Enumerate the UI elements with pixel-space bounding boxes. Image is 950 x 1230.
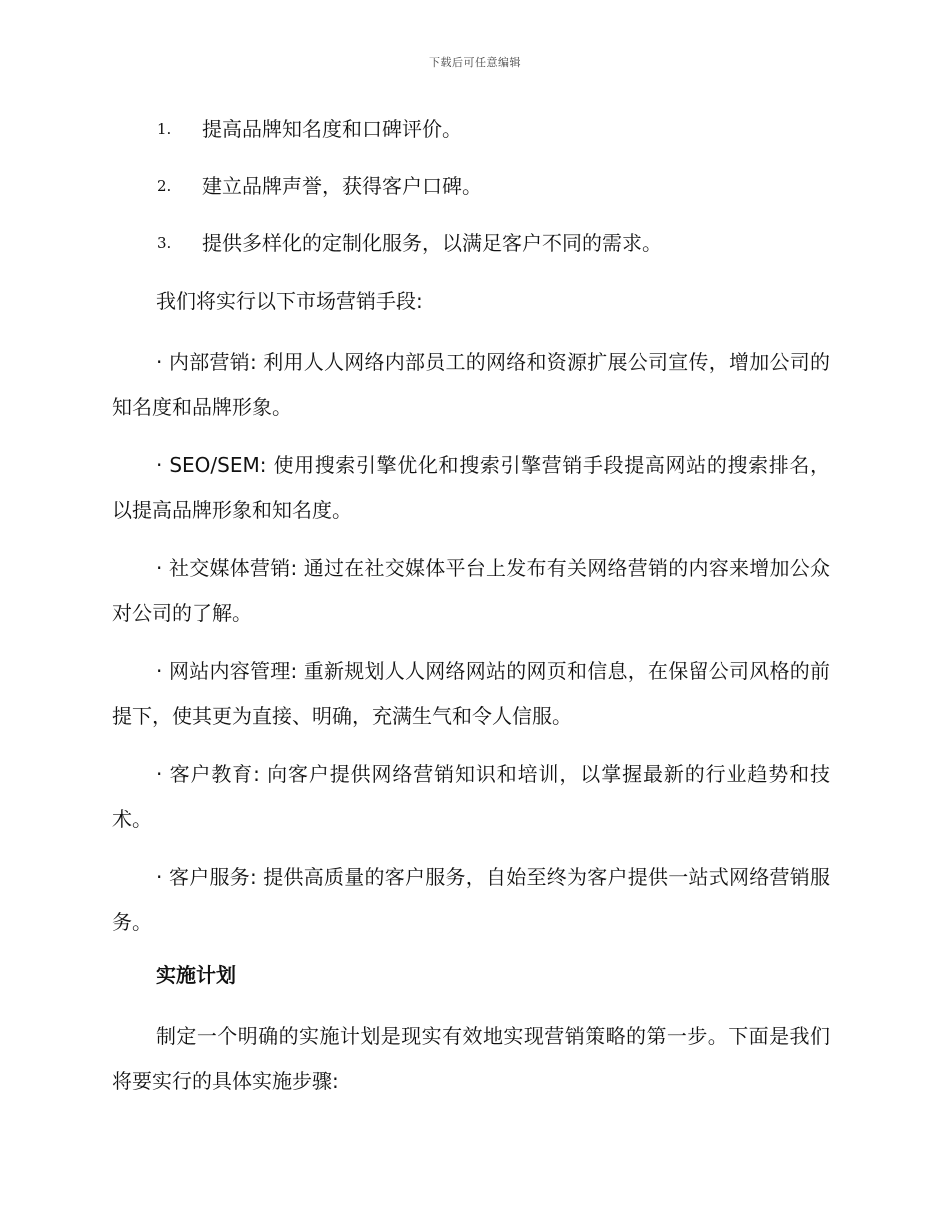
- measure-paragraph: · SEO/SEM: 使用搜索引擎优化和搜索引擎营销手段提高网站的搜索排名，以提高品牌形象和知名度。: [112, 453, 830, 522]
- list-text: 提高品牌知名度和口碑评价。: [202, 117, 462, 141]
- section-paragraph: 制定一个明确的实施计划是现实有效地实现营销策略的第一步。下面是我们将要实行的具体实施步骤:: [112, 1024, 830, 1093]
- list-number: 2.: [157, 177, 172, 195]
- measure-paragraph: · 网站内容管理: 重新规划人人网络网站的网页和信息，在保留公司风格的前提下，使其更为直接、明确，充满生气和令人信服。: [112, 659, 830, 728]
- measure-paragraph: · 客户教育: 向客户提供网络营销知识和培训，以掌握最新的行业趋势和技术。: [112, 762, 830, 831]
- list-item: [112, 226, 830, 283]
- list-item: [112, 169, 830, 226]
- document-body: [112, 112, 830, 1117]
- measure-paragraph: · 内部营销: 利用人人网络内部员工的网络和资源扩展公司宣传，增加公司的知名度和品牌形象。: [112, 350, 830, 419]
- list-number: 1.: [157, 120, 172, 138]
- page-header: 下载后可任意编辑: [429, 56, 521, 69]
- list-text: 提供多样化的定制化服务，以满足客户不同的需求。: [202, 231, 662, 255]
- measure-paragraph: · 客户服务: 提供高质量的客户服务，自始至终为客户提供一站式网络营销服务。: [112, 865, 830, 934]
- intro-paragraph: 我们将实行以下市场营销手段:: [156, 289, 423, 313]
- section-heading: 实施计划: [156, 963, 236, 987]
- list-number: 3.: [157, 234, 172, 252]
- list-text: 建立品牌声誉，获得客户口碑。: [202, 174, 482, 198]
- measure-paragraph: · 社交媒体营销: 通过在社交媒体平台上发布有关网络营销的内容来增加公众对公司的了解。: [112, 556, 830, 625]
- list-item: [112, 112, 830, 169]
